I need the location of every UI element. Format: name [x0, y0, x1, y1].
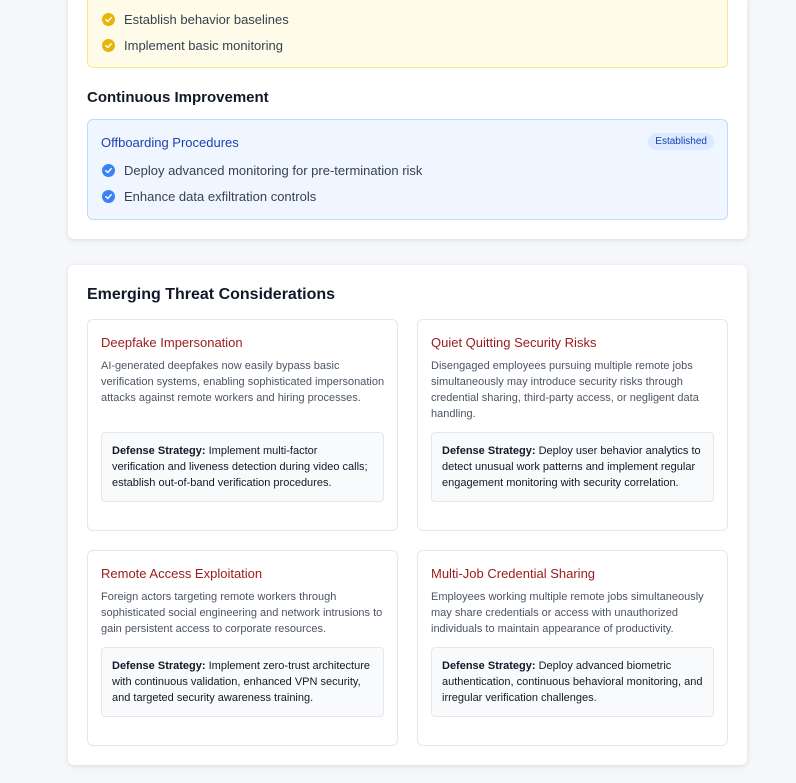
- threat-description: AI-generated deepfakes now easily bypass basic verification systems, enabling sophisticated impersonation attacks against remote workers and hiring processes.: [101, 360, 385, 404]
- defense-strategy-box: [101, 647, 384, 717]
- phase-box-offboarding: [87, 119, 728, 220]
- threat-description: Disengaged employees pursuing multiple remote jobs simultaneously may introduce security risks through credential sharing, third-party access, or negligent data handling.: [431, 360, 699, 420]
- phase-box-early: [87, 0, 728, 68]
- status-badge: Established: [648, 133, 714, 150]
- threat-card: [87, 319, 398, 531]
- defense-strategy-box: [101, 432, 384, 502]
- checklist-item: [102, 163, 422, 178]
- defense-label: Defense Strategy:: [442, 445, 536, 457]
- checklist-item: [102, 38, 283, 53]
- threat-description: Foreign actors targeting remote workers through sophisticated social engineering and network intrusions to gain persistent access to corporate resources.: [101, 591, 383, 635]
- defense-strategy-box: [431, 432, 714, 502]
- threat-title: Quiet Quitting Security Risks: [431, 335, 597, 350]
- defense-text: Implement zero-trust architecture with continuous validation, enhanced VPN security, and targeted security awareness training.: [112, 660, 370, 704]
- threat-card: [417, 550, 728, 746]
- check-circle-icon: [102, 164, 115, 177]
- threat-title: Remote Access Exploitation: [101, 566, 263, 581]
- card-title: Emerging Threat Considerations: [87, 286, 336, 303]
- defense-text: Deploy advanced biometric authentication, continuous behavioral monitoring, and irregular verification challenges.: [442, 660, 703, 704]
- checklist-item-label: Establish behavior baselines: [124, 12, 289, 27]
- threat-title: Multi-Job Credential Sharing: [431, 566, 596, 581]
- defense-strategy-box: [431, 647, 714, 717]
- defense-text: Deploy user behavior analytics to detect unusual work patterns and implement regular engagement monitoring with security correlation.: [442, 445, 701, 489]
- threat-description: Employees working multiple remote jobs simultaneously may share credentials or access with unauthorized individuals to maintain appearance of productivity.: [431, 591, 704, 635]
- phase-name: Offboarding Procedures: [101, 135, 239, 150]
- threat-card: [87, 550, 398, 746]
- checklist-item: [102, 189, 316, 204]
- defense-text: Implement multi-factor verification and liveness detection during video calls; establish out-of-band verification procedures.: [112, 445, 368, 489]
- defense-label: Defense Strategy:: [112, 660, 206, 672]
- emerging-threats-card: [68, 265, 747, 765]
- checklist-item-label: Enhance data exfiltration controls: [124, 189, 317, 204]
- checklist-item-label: Implement basic monitoring: [124, 38, 283, 53]
- checklist-item-label: Deploy advanced monitoring for pre-termination risk: [124, 163, 423, 178]
- checklist-item: [102, 12, 289, 27]
- defense-label: Defense Strategy:: [112, 445, 206, 457]
- threat-title: Deepfake Impersonation: [101, 335, 243, 350]
- check-circle-icon: [102, 13, 115, 26]
- section-title: Continuous Improvement: [87, 89, 269, 106]
- implementation-roadmap-card: [68, 0, 747, 239]
- defense-label: Defense Strategy:: [442, 660, 536, 672]
- threat-card: [417, 319, 728, 531]
- check-circle-icon: [102, 190, 115, 203]
- check-circle-icon: [102, 39, 115, 52]
